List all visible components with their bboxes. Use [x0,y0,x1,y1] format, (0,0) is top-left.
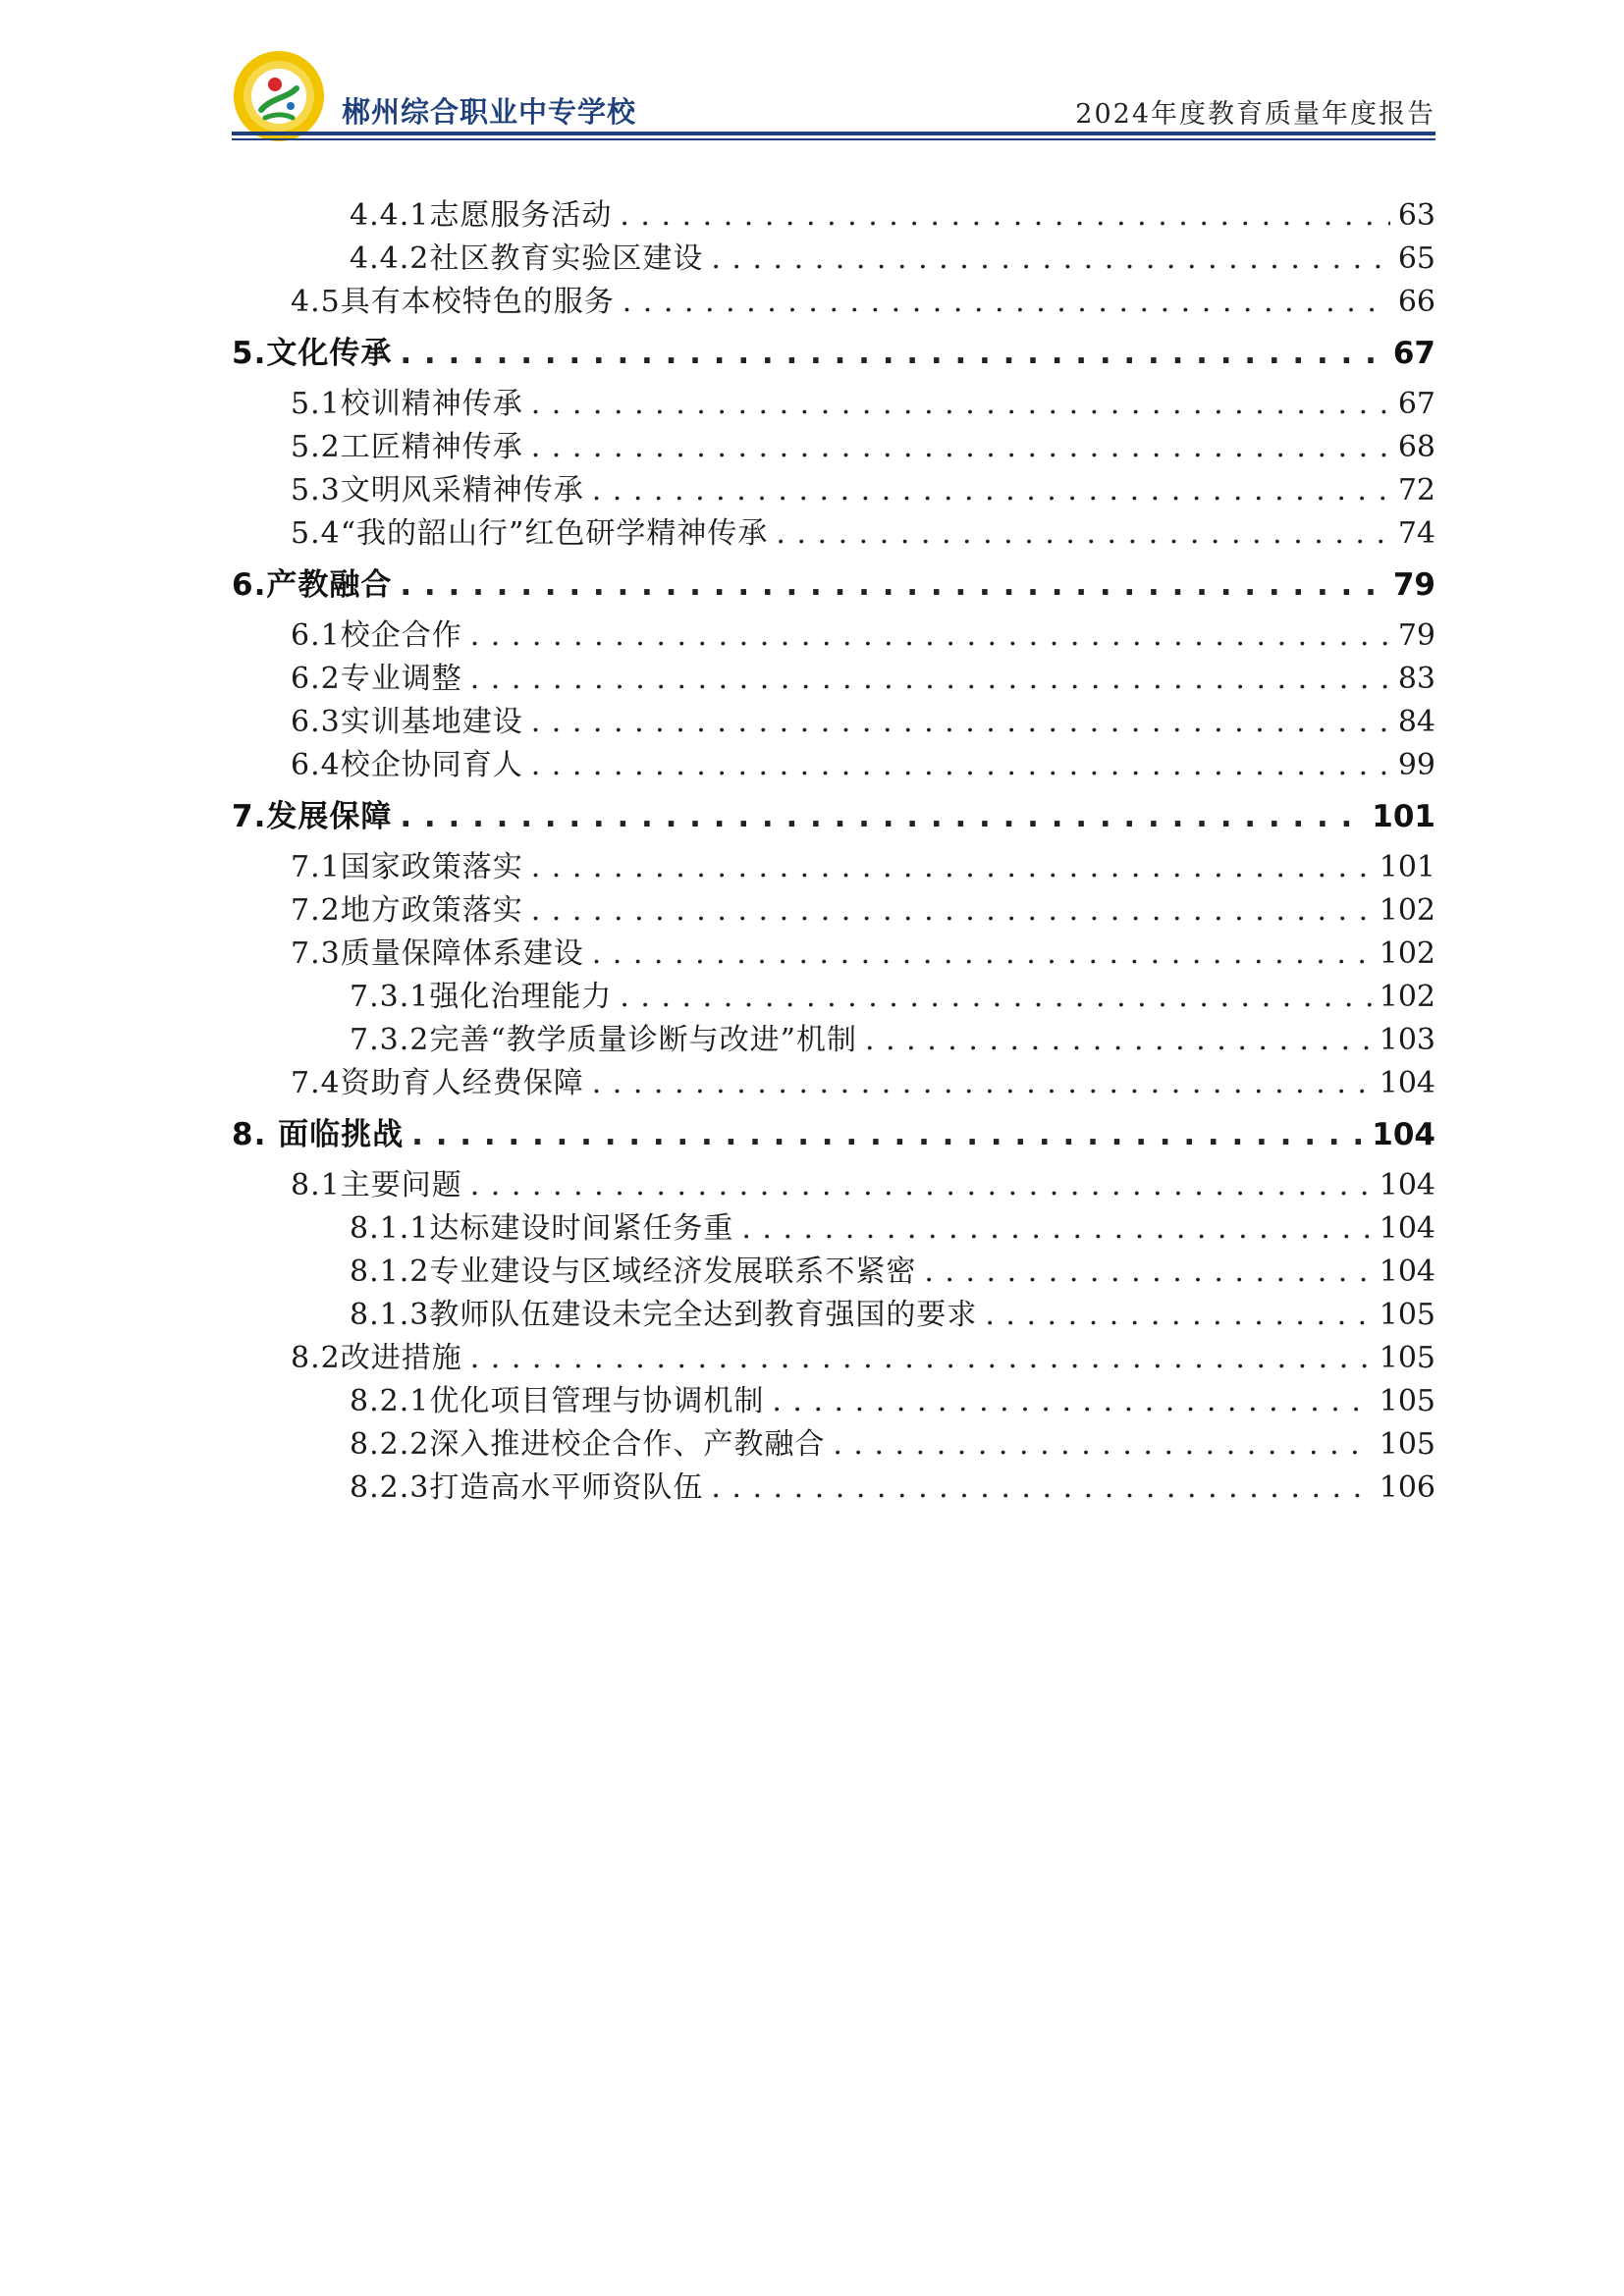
toc-entry-title: 5.4“我的韶山行”红色研学精神传承 [291,516,769,551]
toc-page-number: 105 [1379,1341,1435,1375]
toc-dot-leader [470,1164,1372,1207]
toc-entry-title: 4.4.2社区教育实验区建设 [350,241,704,276]
toc-entry-title: 5.2工匠精神传承 [291,430,523,464]
table-of-contents [232,194,1435,1510]
toc-entry[interactable] [232,1019,1435,1062]
toc-page-number: 103 [1379,1023,1435,1057]
toc-entry-title: 6.2专业调整 [291,662,462,696]
toc-entry[interactable] [232,614,1435,658]
toc-entry[interactable] [232,194,1435,238]
toc-entry[interactable] [232,1337,1435,1380]
toc-entry-title: 5.1校训精神传承 [291,387,523,421]
toc-page-number: 104 [1379,1255,1435,1289]
toc-dot-leader [741,1207,1371,1251]
school-name: 郴州综合职业中专学校 [342,95,637,129]
toc-entry[interactable] [232,701,1435,744]
toc-entry-title: 5.3文明风采精神传承 [291,473,584,507]
toc-entry-title: 4.5具有本校特色的服务 [291,285,615,319]
toc-entry-title: 8. 面临挑战 [232,1117,405,1152]
toc-dot-leader [531,846,1372,889]
toc-entry[interactable] [232,976,1435,1019]
toc-page-number: 105 [1379,1298,1435,1332]
toc-page-number: 63 [1397,198,1435,233]
toc-page-number: 104 [1379,1211,1435,1246]
toc-entry[interactable] [232,1467,1435,1510]
toc-entry-title: 8.1.1达标建设时间紧任务重 [350,1211,734,1246]
toc-entry[interactable] [232,426,1435,469]
toc-entry-title: 8.1.2专业建设与区域经济发展联系不紧密 [350,1255,917,1289]
toc-entry-title: 7.1国家政策落实 [291,850,523,884]
toc-page-number: 79 [1397,618,1435,653]
toc-dot-leader [833,1423,1371,1467]
toc-page-number: 104 [1379,1168,1435,1202]
toc-page-number: 84 [1397,705,1435,739]
toc-dot-leader [470,658,1390,701]
toc-entry[interactable] [232,1164,1435,1207]
toc-page-number: 102 [1379,936,1435,971]
header-rule [232,132,1435,135]
toc-page-number: 101 [1379,850,1435,884]
toc-entry[interactable] [232,1380,1435,1423]
toc-page-number: 72 [1397,473,1435,507]
toc-entry[interactable] [232,238,1435,281]
toc-dot-leader [620,194,1389,238]
toc-entry-title: 6.产教融合 [232,567,393,603]
toc-page-number: 99 [1397,748,1435,782]
toc-dot-leader [620,976,1371,1019]
toc-dot-leader [400,556,1385,614]
page-header [232,49,1435,143]
toc-page-number: 66 [1397,285,1435,319]
toc-dot-leader [592,933,1372,976]
toc-page-number: 74 [1397,516,1435,551]
toc-dot-leader [711,238,1389,281]
toc-entry-title: 4.4.1志愿服务活动 [350,198,613,233]
toc-entry[interactable] [232,787,1435,846]
toc-dot-leader [776,512,1389,556]
report-title: 2024年度教育质量年度报告 [1075,99,1435,130]
toc-dot-leader [592,1062,1372,1105]
toc-dot-leader [985,1294,1371,1337]
toc-entry-title: 7.4资助育人经费保障 [291,1066,584,1100]
toc-entry[interactable] [232,512,1435,556]
toc-page-number: 65 [1397,241,1435,276]
toc-entry[interactable] [232,889,1435,933]
toc-entry-title: 8.2.2深入推进校企合作、产教融合 [350,1427,826,1462]
toc-entry-title: 8.2.3打造高水平师资队伍 [350,1470,704,1505]
toc-dot-leader [772,1380,1371,1423]
toc-dot-leader [531,383,1390,426]
toc-entry[interactable] [232,933,1435,976]
toc-page-number: 104 [1379,1066,1435,1100]
toc-entry[interactable] [232,1062,1435,1105]
toc-dot-leader [470,614,1390,658]
toc-entry-title: 7.3.1强化治理能力 [350,980,613,1014]
toc-entry[interactable] [232,383,1435,426]
toc-dot-leader [400,787,1364,846]
toc-entry-title: 8.2改进措施 [291,1341,462,1375]
toc-entry-title: 6.4校企协同育人 [291,748,523,782]
toc-dot-leader [470,1337,1372,1380]
toc-entry[interactable] [232,1105,1435,1164]
toc-dot-leader [411,1105,1364,1164]
toc-entry-title: 7.2地方政策落实 [291,893,523,928]
toc-dot-leader [531,889,1372,933]
toc-entry[interactable] [232,1294,1435,1337]
toc-dot-leader [531,744,1390,787]
toc-dot-leader [592,469,1390,512]
toc-entry-title: 8.1.3教师队伍建设未完全达到教育强国的要求 [350,1298,978,1332]
toc-entry-title: 5.文化传承 [232,336,393,371]
toc-dot-leader [711,1467,1371,1510]
toc-entry[interactable] [232,281,1435,324]
toc-entry[interactable] [232,1423,1435,1467]
header-rule-thin [232,138,1435,140]
toc-page-number: 67 [1397,387,1435,421]
toc-entry-title: 7.发展保障 [232,799,393,834]
toc-page-number: 68 [1397,430,1435,464]
toc-page-number: 106 [1379,1470,1435,1505]
toc-page-number: 79 [1392,567,1435,603]
toc-entry[interactable] [232,469,1435,512]
toc-entry[interactable] [232,324,1435,383]
toc-dot-leader [400,324,1385,383]
toc-entry[interactable] [232,744,1435,787]
toc-entry[interactable] [232,556,1435,614]
school-emblem-icon [232,49,326,143]
toc-page-number: 102 [1379,980,1435,1014]
toc-page-number: 105 [1379,1384,1435,1418]
toc-dot-leader [531,426,1390,469]
toc-dot-leader [924,1251,1371,1294]
toc-entry-title: 8.2.1优化项目管理与协调机制 [350,1384,765,1418]
toc-entry-title: 6.3实训基地建设 [291,705,523,739]
toc-entry[interactable] [232,1251,1435,1294]
toc-page-number: 104 [1372,1117,1435,1152]
toc-entry-title: 7.3.2完善“教学质量诊断与改进”机制 [350,1023,858,1057]
toc-dot-leader [865,1019,1372,1062]
toc-entry[interactable] [232,846,1435,889]
toc-entry-title: 8.1主要问题 [291,1168,462,1202]
toc-dot-leader [531,701,1390,744]
toc-entry[interactable] [232,1207,1435,1251]
toc-page-number: 101 [1372,799,1435,834]
toc-page-number: 67 [1392,336,1435,371]
toc-dot-leader [623,281,1390,324]
toc-entry[interactable] [232,658,1435,701]
toc-page-number: 102 [1379,893,1435,928]
toc-page-number: 105 [1379,1427,1435,1462]
toc-page-number: 83 [1397,662,1435,696]
toc-entry-title: 7.3质量保障体系建设 [291,936,584,971]
toc-entry-title: 6.1校企合作 [291,618,462,653]
